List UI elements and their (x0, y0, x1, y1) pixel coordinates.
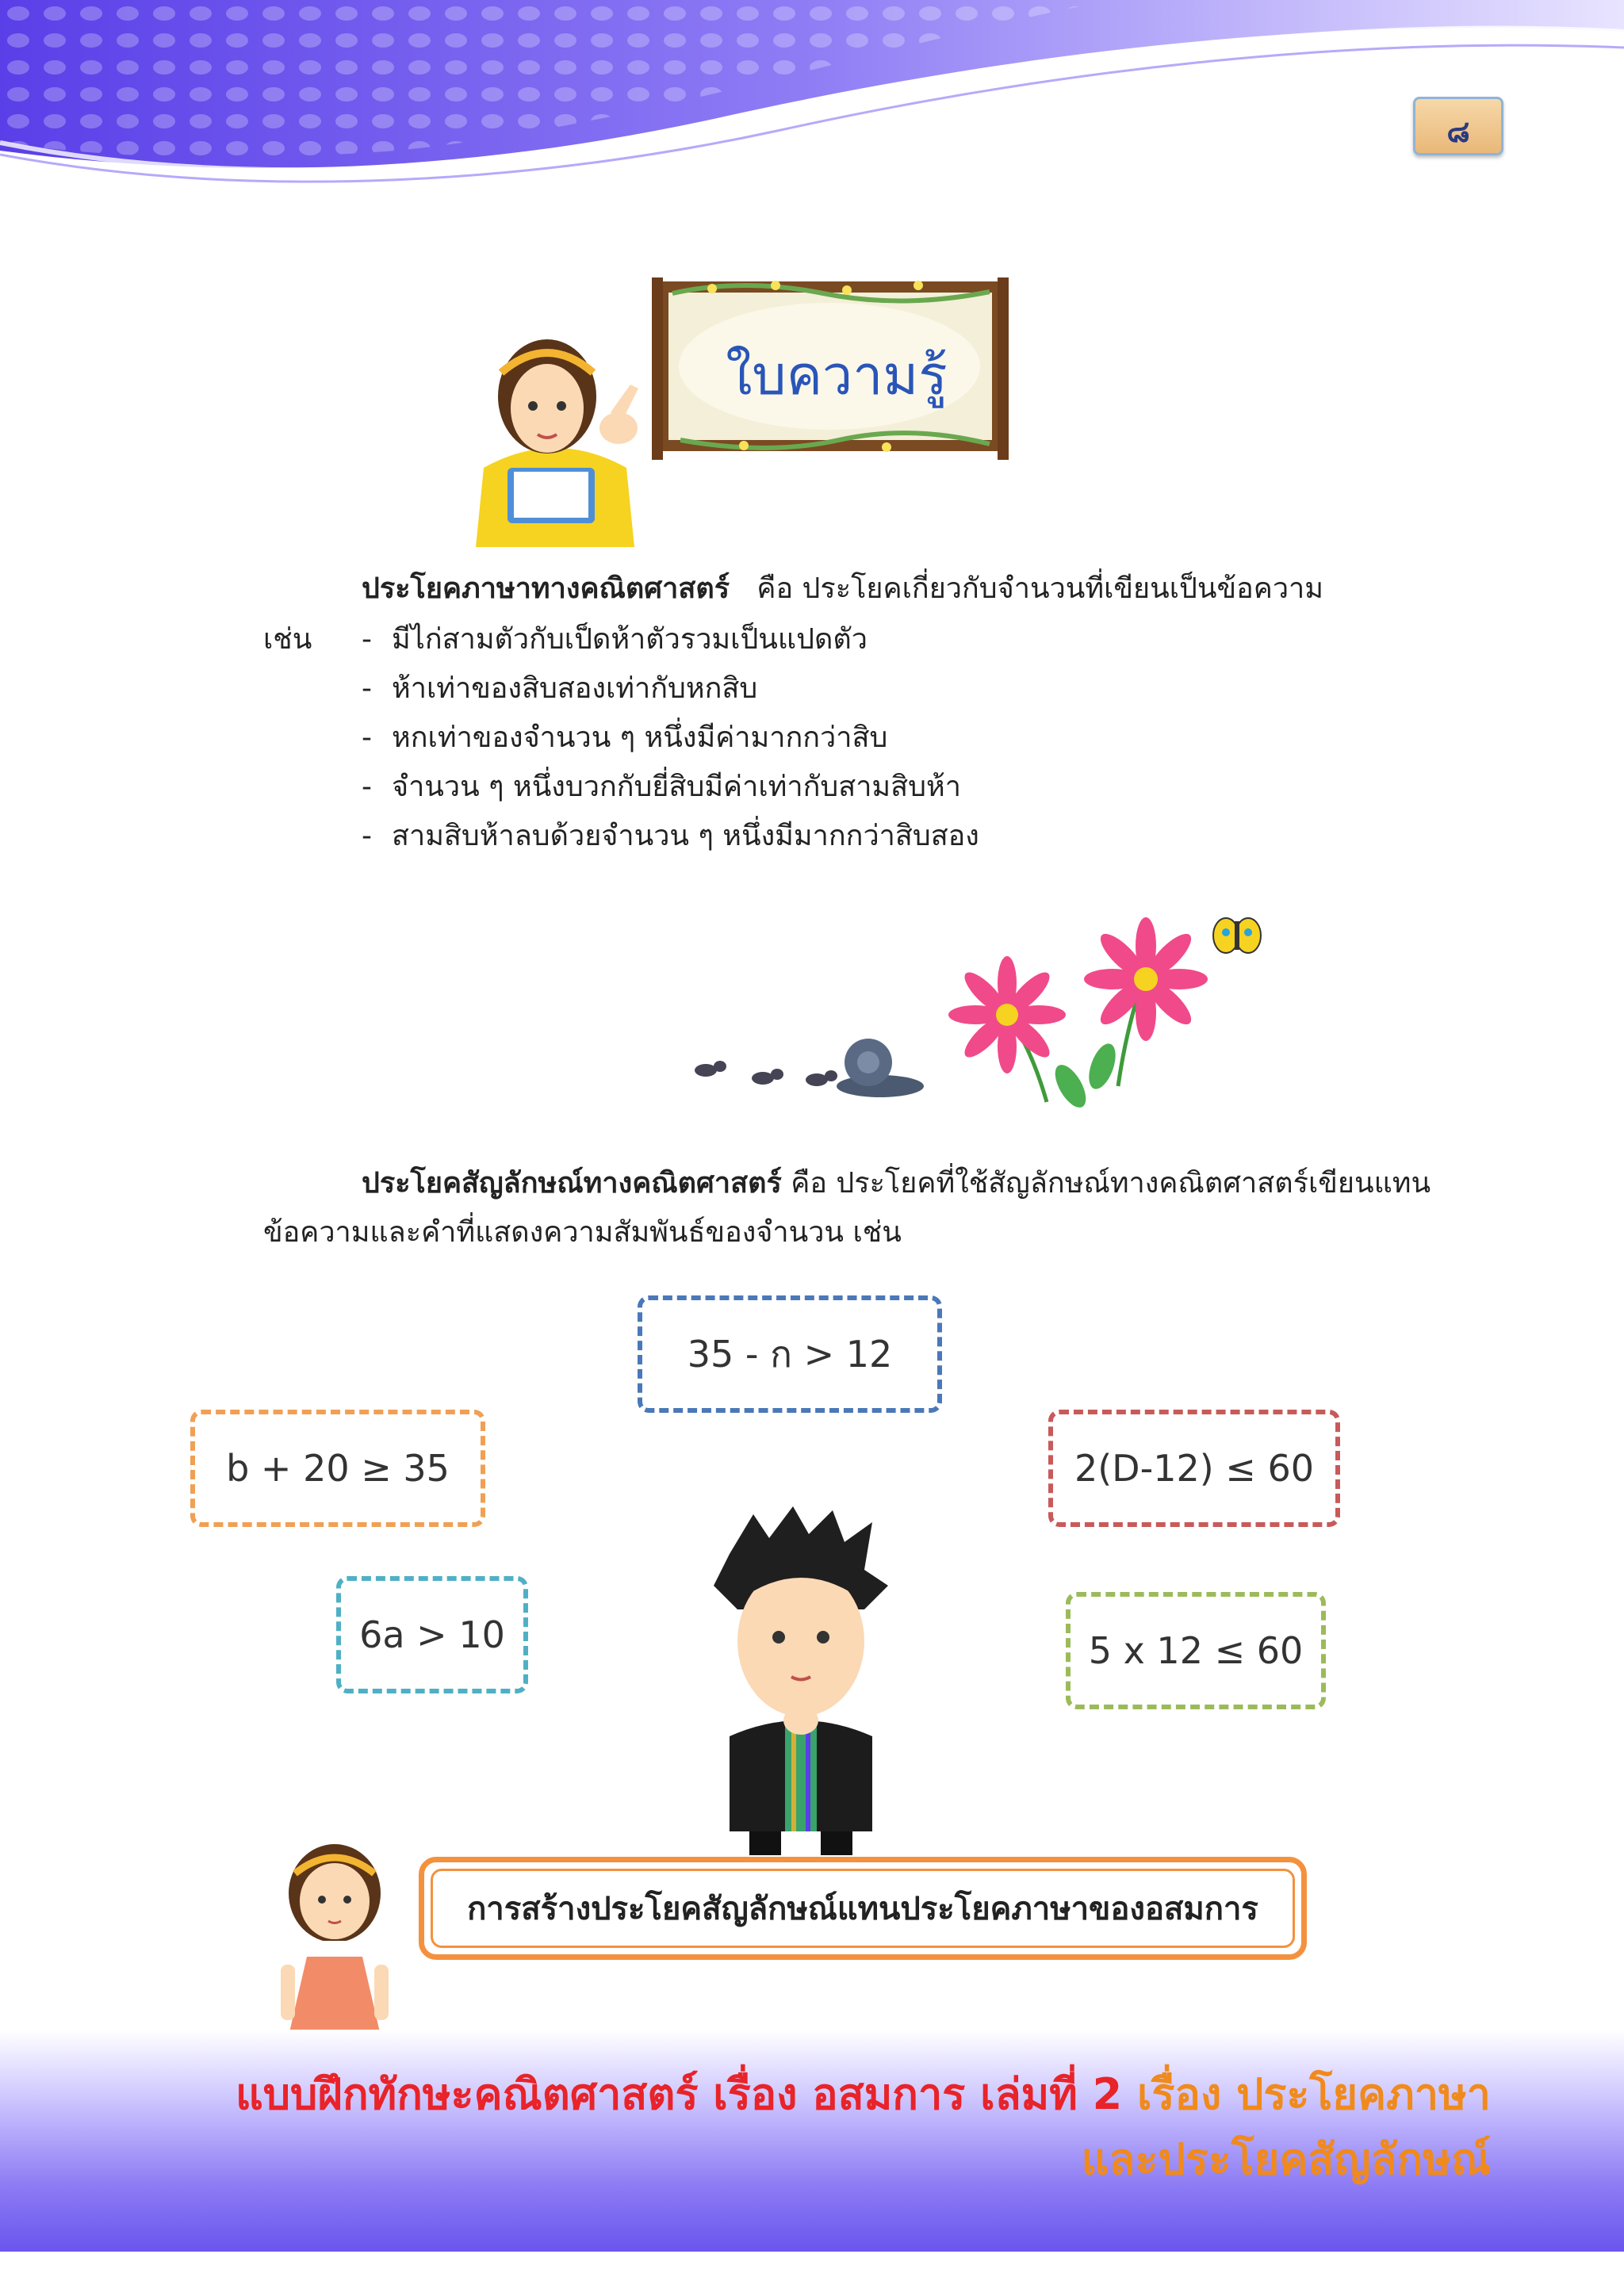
symbolic-example-box: 5 x 12 ≤ 60 (1066, 1592, 1326, 1709)
banner-text: การสร้างประโยคสัญลักษณ์แทนประโยคภาษาของอสมการ (467, 1891, 1258, 1927)
student-thinking-illustration (706, 1506, 896, 1855)
list-item (362, 714, 1472, 763)
definition-term: ประโยคภาษาทางคณิตศาสตร์ (362, 572, 730, 605)
butterfly-icon (1213, 918, 1261, 953)
definition-text: คือ ประโยคที่ใช้สัญลักษณ์ทางคณิตศาสตร์เขียนแทน (791, 1167, 1431, 1200)
ant-icon (752, 1069, 783, 1085)
definition-term: ประโยคสัญลักษณ์ทางคณิตศาสตร์ (362, 1167, 782, 1200)
ant-icon (806, 1070, 837, 1086)
footer-title-red: แบบฝึกทักษะคณิตศาสตร์ เรื่อง อสมการ เล่มที่ 2 (235, 2069, 1123, 2119)
example-label: เช่น (263, 623, 312, 656)
list-item-text: ห้าเท่าของสิบสองเท่ากับหกสิบ (392, 672, 758, 705)
footer-title-line2: และประโยคสัญลักษณ์ (1081, 2134, 1491, 2184)
topic-banner (419, 1857, 1307, 1960)
list-dash: - (362, 623, 372, 656)
list-item-text: จำนวน ๆ หนึ่งบวกกับยี่สิบมีค่าเท่ากับสามสิบห้า (392, 771, 961, 803)
list-item-text: หกเท่าของจำนวน ๆ หนึ่งมีค่ามากกว่าสิบ (392, 721, 888, 754)
list-dash: - (362, 820, 372, 852)
symbolic-example-box: 6a > 10 (336, 1576, 528, 1693)
symbolic-example-box: 2(D-12) ≤ 60 (1048, 1410, 1340, 1527)
footer-title-line1 (143, 2060, 1491, 2128)
list-item (362, 812, 1472, 861)
teacher-reading-illustration (452, 309, 658, 547)
list-item (362, 615, 1472, 664)
definition-text: คือ ประโยคเกี่ยวกับจำนวนที่เขียนเป็นข้อความ (756, 572, 1323, 605)
header-wave-decoration (0, 0, 1624, 222)
list-item-text: สามสิบห้าลบด้วยจำนวน ๆ หนึ่งมีมากกว่าสิบสอง (392, 820, 979, 852)
ant-icon (695, 1061, 726, 1077)
definition-text-continuation: ข้อความและคำที่แสดงความสัมพันธ์ของจำนวน เช่น (263, 1216, 902, 1249)
symbolic-example-box: b + 20 ≥ 35 (190, 1410, 485, 1527)
snail-icon (837, 1039, 924, 1097)
page-number-tag: ๘ (1413, 97, 1503, 155)
definition-symbolic-sentence (362, 1159, 1511, 1208)
flowers-snail-decoration (674, 904, 1277, 1126)
list-item-text: มีไก่สามตัวกับเป็ดห้าตัวรวมเป็นแปดตัว (392, 623, 868, 656)
flower-icon (1084, 917, 1208, 1041)
list-dash: - (362, 721, 372, 754)
list-dash: - (362, 672, 372, 705)
sign-title: ใบความรู้ (726, 345, 948, 408)
flower-icon (948, 956, 1066, 1073)
list-dash: - (362, 771, 372, 803)
definition-language-sentence (362, 564, 1511, 614)
footer-title-orange: เรื่อง ประโยคภาษา (1137, 2069, 1491, 2119)
list-item (362, 664, 1472, 714)
symbolic-example-box: 35 - ก > 12 (638, 1295, 942, 1413)
list-item (362, 763, 1472, 812)
